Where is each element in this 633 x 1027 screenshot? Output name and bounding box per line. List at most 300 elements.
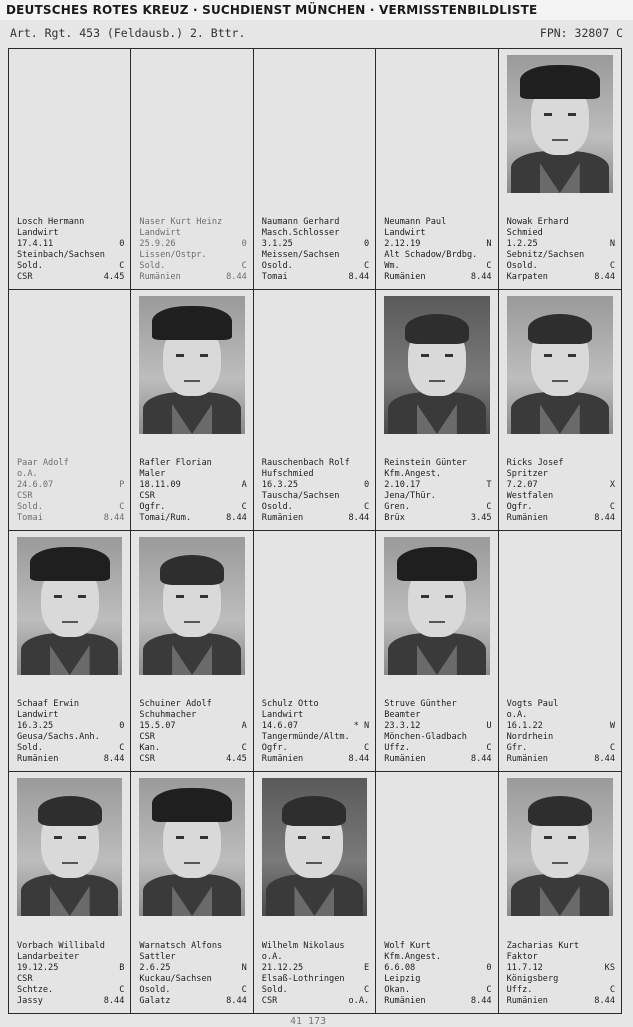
info-line (262, 261, 369, 272)
info-text: Osold. (506, 261, 538, 271)
info-line (139, 239, 246, 250)
info-line (139, 480, 246, 491)
info-text: Landwirt (261, 710, 304, 720)
person-info (262, 217, 369, 283)
info-line (262, 952, 369, 963)
page-number: 41 173 (290, 1016, 327, 1027)
person-photo (139, 778, 244, 916)
info-line (17, 710, 124, 721)
info-text: o.A. (17, 469, 38, 479)
info-line (262, 480, 369, 491)
info-text: Landwirt (139, 228, 181, 238)
info-text: Ogfr. (506, 502, 533, 512)
info-line (139, 217, 246, 228)
info-line (262, 699, 369, 710)
info-text: Rumänien (506, 996, 548, 1006)
person-card (131, 531, 253, 772)
person-info (384, 699, 491, 765)
info-text: CSR (17, 272, 33, 282)
info-code: W (609, 721, 615, 731)
person-photo (17, 537, 122, 675)
info-line (17, 699, 124, 710)
info-line (384, 250, 491, 261)
info-text: Leipzig (384, 974, 421, 984)
info-line (507, 732, 615, 743)
person-info (262, 699, 369, 765)
info-text: Struve Günther (384, 699, 457, 709)
person-card (499, 531, 621, 772)
info-line (17, 963, 124, 974)
info-line (139, 513, 246, 524)
info-text: 17.4.11 (17, 239, 54, 249)
info-line (17, 272, 124, 283)
info-code: 8.44 (348, 754, 370, 764)
info-line (139, 996, 246, 1007)
info-code: 8.44 (226, 996, 247, 1006)
info-code: C (241, 743, 247, 753)
info-line (384, 996, 491, 1007)
person-info (507, 217, 615, 283)
info-line (139, 458, 246, 469)
person-card (499, 772, 621, 1013)
info-text: Gren. (384, 502, 411, 512)
info-code: P (119, 480, 125, 490)
person-info (139, 458, 246, 524)
info-text: 23.3.12 (384, 721, 421, 731)
person-card (376, 290, 498, 531)
info-line (384, 985, 491, 996)
info-text: Uffz. (384, 743, 411, 753)
info-text: Sold. (261, 985, 288, 995)
info-line (507, 261, 615, 272)
info-text: Neumann Paul (384, 217, 447, 227)
info-line (17, 754, 124, 765)
info-text: Sold. (17, 261, 43, 271)
info-line (17, 239, 124, 250)
info-text: Vorbach Willibald (17, 941, 105, 951)
info-text: Westfalen (506, 491, 554, 501)
info-text: CSR (139, 491, 155, 501)
info-text: 2.12.19 (384, 239, 421, 249)
info-text: CSR (17, 491, 33, 501)
info-text: Mönchen-Gladbach (384, 732, 467, 742)
info-line (507, 941, 615, 952)
info-line (507, 513, 615, 524)
info-text: Rumänien (384, 996, 426, 1006)
info-line (507, 217, 615, 228)
info-text: 24.6.07 (17, 480, 54, 490)
info-line (17, 458, 124, 469)
info-text: Wolf Kurt (384, 941, 431, 951)
info-line (384, 458, 491, 469)
info-code: 4.45 (226, 754, 247, 764)
info-line (139, 250, 246, 261)
info-line (17, 974, 124, 985)
info-line (384, 743, 491, 754)
info-text: Wilhelm Nikolaus (261, 941, 345, 951)
info-line (17, 228, 124, 239)
person-info (507, 699, 615, 765)
info-code: 8.44 (103, 513, 125, 523)
info-text: 3.1.25 (261, 239, 293, 249)
person-info (17, 458, 124, 524)
info-text: Rumänien (384, 272, 426, 282)
info-code: C (364, 985, 370, 995)
info-code: 0 (119, 239, 125, 249)
info-text: Geusa/Sachs.Anh. (17, 732, 100, 742)
document-title: DEUTSCHES ROTES KREUZ · SUCHDIENST MÜNCHEN · VERMISSTENBILDLISTE (0, 0, 633, 20)
person-info (384, 941, 491, 1007)
info-line (139, 754, 246, 765)
person-card (254, 531, 376, 772)
info-code: U (486, 721, 492, 731)
info-code: 8.44 (594, 754, 615, 764)
person-info (384, 458, 491, 524)
person-photo (384, 537, 489, 675)
info-line (507, 250, 615, 261)
person-card (9, 49, 131, 290)
info-text: Osold. (139, 985, 171, 995)
info-line (262, 996, 369, 1007)
info-line (17, 996, 124, 1007)
info-text: Nordrhein (506, 732, 554, 742)
info-text: Schuhmacher (139, 710, 197, 720)
info-code: C (241, 985, 247, 995)
info-text: 15.5.07 (139, 721, 176, 731)
fpn-label: FPN: 32807 C (539, 26, 623, 40)
info-line (507, 963, 615, 974)
info-text: Paar Adolf (17, 458, 69, 468)
info-text: Ogfr. (139, 502, 166, 512)
info-code: C (364, 502, 370, 512)
person-card (254, 772, 376, 1013)
info-text: Rumänien (506, 513, 548, 523)
info-line (139, 710, 246, 721)
info-code: 0 (119, 721, 125, 731)
info-line (262, 491, 369, 502)
info-line (139, 941, 246, 952)
info-text: Kfm.Angest. (384, 952, 442, 962)
person-photo (507, 55, 613, 193)
info-line (139, 963, 246, 974)
info-line (139, 974, 246, 985)
person-photo (17, 778, 122, 916)
info-line (384, 217, 491, 228)
info-text: Landwirt (17, 710, 59, 720)
info-line (507, 996, 615, 1007)
info-text: 14.6.07 (261, 721, 299, 731)
info-line (139, 469, 246, 480)
info-code: N (241, 963, 247, 973)
person-card (9, 772, 131, 1013)
info-line (262, 250, 369, 261)
info-text: 16.1.22 (506, 721, 543, 731)
info-text: Tomai (17, 513, 43, 523)
info-text: Naumann Gerhard (261, 217, 340, 227)
info-text: Osold. (261, 261, 293, 271)
person-card (9, 290, 131, 531)
unit-label: Art. Rgt. 453 (Feldausb.) 2. Bttr. (10, 26, 246, 40)
info-code: 8.44 (226, 272, 247, 282)
info-code: N (486, 239, 492, 249)
info-text: Tangermünde/Altm. (261, 732, 350, 742)
info-text: o.A. (261, 952, 283, 962)
info-line (139, 228, 246, 239)
info-line (262, 963, 369, 974)
person-card (254, 290, 376, 531)
info-code: C (119, 502, 125, 512)
info-line (17, 480, 124, 491)
info-text: Masch.Schlosser (261, 228, 340, 238)
info-text: Schaaf Erwin (17, 699, 80, 709)
person-card (9, 531, 131, 772)
info-text: Meissen/Sachsen (261, 250, 340, 260)
info-text: Osold. (261, 502, 293, 512)
info-line (17, 250, 124, 261)
info-line (384, 228, 491, 239)
info-line (507, 502, 615, 513)
info-line (139, 699, 246, 710)
info-code: C (609, 985, 615, 995)
missing-persons-grid (8, 48, 622, 1014)
info-text: 16.3.25 (17, 721, 54, 731)
info-code: A (241, 721, 247, 731)
person-info (17, 941, 124, 1007)
person-card (499, 290, 621, 531)
info-line (384, 513, 491, 524)
info-text: Vogts Paul (506, 699, 559, 709)
info-code: C (364, 743, 370, 753)
info-code: 0 (364, 480, 370, 490)
info-line (262, 513, 369, 524)
info-text: Rumänien (506, 754, 548, 764)
info-text: Lissen/Ostpr. (139, 250, 207, 260)
person-photo (507, 296, 613, 434)
info-text: Faktor (506, 952, 538, 962)
info-line (507, 491, 615, 502)
info-code: C (609, 261, 615, 271)
info-text: Königsberg (506, 974, 559, 984)
info-text: CSR (261, 996, 278, 1006)
person-photo (139, 537, 244, 675)
info-code: 8.44 (470, 272, 492, 282)
info-code: C (241, 261, 247, 271)
info-line (507, 458, 615, 469)
person-info (262, 458, 369, 524)
info-code: N (609, 239, 615, 249)
info-line (384, 261, 491, 272)
info-line (17, 261, 124, 272)
info-text: 19.12.25 (17, 963, 59, 973)
person-card (254, 49, 376, 290)
info-text: Landwirt (384, 228, 426, 238)
info-text: Warnatsch Alfons (139, 941, 223, 951)
info-text: Okan. (384, 985, 411, 995)
info-text: Wm. (384, 261, 400, 271)
info-line (384, 952, 491, 963)
info-line (384, 963, 491, 974)
info-line (262, 721, 369, 732)
info-code: 8.44 (348, 513, 370, 523)
person-card (376, 531, 498, 772)
info-text: Tauscha/Sachsen (261, 491, 340, 501)
info-line (507, 710, 615, 721)
info-text: Hufschmied (261, 469, 314, 479)
info-line (139, 261, 246, 272)
info-code: 8.44 (470, 996, 492, 1006)
info-text: Sattler (139, 952, 176, 962)
info-line (262, 217, 369, 228)
info-code: T (486, 480, 492, 490)
info-line (384, 941, 491, 952)
info-line (17, 721, 124, 732)
info-line (262, 732, 369, 743)
person-photo (507, 778, 613, 916)
person-card (131, 772, 253, 1013)
info-text: CSR (17, 974, 33, 984)
info-code: 8.44 (226, 513, 247, 523)
info-text: Karpaten (506, 272, 548, 282)
info-line (507, 228, 615, 239)
person-card (499, 49, 621, 290)
info-code: C (119, 261, 125, 271)
info-text: CSR (139, 754, 155, 764)
info-line (262, 974, 369, 985)
info-line (507, 721, 615, 732)
info-code: A (241, 480, 247, 490)
info-text: 16.3.25 (261, 480, 299, 490)
info-text: Landarbeiter (17, 952, 80, 962)
info-text: Schmied (506, 228, 543, 238)
info-line (507, 469, 615, 480)
info-line (262, 458, 369, 469)
info-line (17, 217, 124, 228)
info-line (384, 502, 491, 513)
info-code: C (241, 502, 247, 512)
person-photo (384, 296, 489, 434)
info-text: 6.6.08 (384, 963, 416, 973)
info-text: Elsaß-Lothringen (261, 974, 345, 984)
info-line (262, 941, 369, 952)
info-text: Rumänien (139, 272, 181, 282)
info-line (139, 732, 246, 743)
info-line (262, 985, 369, 996)
info-text: Reinstein Günter (384, 458, 467, 468)
info-text: Kan. (139, 743, 161, 753)
info-text: o.A. (506, 710, 528, 720)
info-code: C (486, 985, 492, 995)
info-text: 2.10.17 (384, 480, 421, 490)
info-line (384, 754, 491, 765)
info-text: 7.2.07 (506, 480, 538, 490)
info-line (507, 480, 615, 491)
person-card (376, 772, 498, 1013)
info-text: Beamter (384, 710, 421, 720)
info-text: Spritzer (506, 469, 548, 479)
info-text: Naser Kurt Heinz (139, 217, 223, 227)
info-line (507, 974, 615, 985)
info-line (262, 502, 369, 513)
info-line (384, 710, 491, 721)
person-card (131, 290, 253, 531)
info-text: Steinbach/Sachsen (17, 250, 105, 260)
info-code: 8.44 (594, 272, 615, 282)
info-line (384, 491, 491, 502)
info-line (507, 699, 615, 710)
person-card (376, 49, 498, 290)
info-text: Rumänien (261, 754, 304, 764)
person-info (507, 941, 615, 1007)
info-code: KS (604, 963, 615, 973)
info-code: 0 (241, 239, 247, 249)
info-code: o.A. (348, 996, 370, 1006)
person-info (139, 217, 246, 283)
info-text: 25.9.26 (139, 239, 176, 249)
info-text: Kfm.Angest. (384, 469, 442, 479)
info-line (262, 272, 369, 283)
person-photo (262, 778, 367, 916)
info-line (262, 228, 369, 239)
info-line (384, 480, 491, 491)
info-text: CSR (139, 732, 155, 742)
info-code: 4.45 (103, 272, 125, 282)
info-text: Ogfr. (261, 743, 288, 753)
info-code: C (609, 502, 615, 512)
info-code: C (486, 743, 492, 753)
info-code: E (364, 963, 370, 973)
info-line (262, 710, 369, 721)
info-line (17, 941, 124, 952)
info-line (384, 469, 491, 480)
info-line (384, 272, 491, 283)
info-code: 3.45 (470, 513, 492, 523)
info-code: C (364, 261, 370, 271)
info-text: Schuiner Adolf (139, 699, 212, 709)
info-text: Uffz. (506, 985, 533, 995)
sub-header (0, 24, 633, 42)
info-text: Schtze. (17, 985, 54, 995)
info-code: C (119, 743, 125, 753)
info-line (139, 985, 246, 996)
person-info (139, 941, 246, 1007)
info-text: Rumänien (17, 754, 59, 764)
info-text: Rauschenbach Rolf (261, 458, 350, 468)
info-line (262, 754, 369, 765)
info-line (139, 502, 246, 513)
info-code: B (119, 963, 125, 973)
info-line (262, 469, 369, 480)
info-text: Tomai/Rum. (139, 513, 192, 523)
info-text: 18.11.09 (139, 480, 181, 490)
info-line (17, 491, 124, 502)
info-code: C (486, 502, 492, 512)
info-line (17, 743, 124, 754)
info-line (262, 239, 369, 250)
info-line (139, 721, 246, 732)
info-text: Jena/Thür. (384, 491, 436, 501)
info-text: Gfr. (506, 743, 528, 753)
info-text: Rumänien (384, 754, 426, 764)
info-text: Ricks Josef (506, 458, 564, 468)
person-info (139, 699, 246, 765)
info-text: Schulz Otto (261, 699, 319, 709)
info-text: Sold. (17, 502, 43, 512)
person-info (17, 699, 124, 765)
info-code: 0 (364, 239, 370, 249)
info-text: Tomai (261, 272, 288, 282)
info-text: Jassy (17, 996, 43, 1006)
info-line (139, 743, 246, 754)
